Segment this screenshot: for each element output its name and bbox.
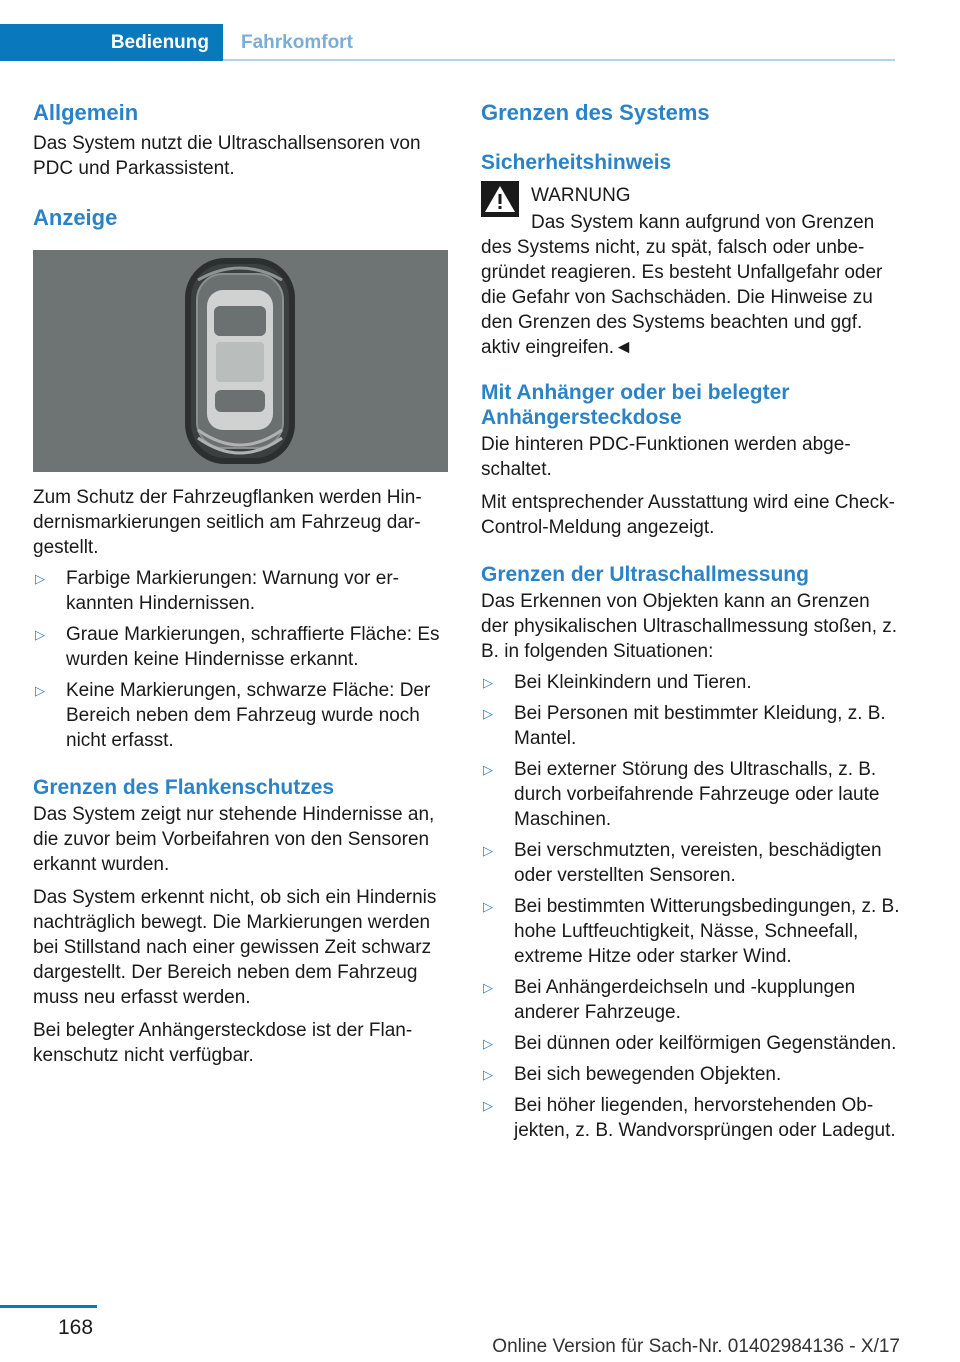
tab-bedienung[interactable]: Bedienung bbox=[0, 24, 223, 61]
ultraschall-p1: Das Erkennen von Objekten kann an Grenzen der physikalischen Ultraschallmessung stoßen, z. B. in folgenden Situationen: bbox=[481, 591, 898, 662]
anzeige-list bbox=[33, 566, 448, 753]
footer-accent-line bbox=[0, 1305, 97, 1308]
ultraschall-heading: Grenzen der Ultraschallmessung bbox=[481, 563, 809, 586]
list-item: ▷ Bei dünnen oder keilförmigen Gegenständen. bbox=[483, 1033, 897, 1054]
flankenschutz-p2: Das System erkennt nicht, ob sich ein Hindernis nachträglich bewegt. Die Markierungen werden bei Stillstand nach einer gewissen Zeit schwarz dargestellt. Der Bereich neben dem Fahrzeug muss neu erfasst werden. bbox=[33, 887, 437, 1008]
list-item: ▷ Farbige Markierungen: Warnung vor erkannten Hindernissen. bbox=[35, 568, 399, 614]
anhaenger-p1: Die hinteren PDC-Funktionen werden abgeschaltet. bbox=[481, 434, 851, 480]
allgemein-text: Das System nutzt die Ultraschallsensoren von PDC und Parkassistent. bbox=[33, 133, 421, 179]
flankenschutz-p1: Das System zeigt nur stehende Hindernisse an, die zuvor beim Vorbeifahren von den Sensoren erkannt wurden. bbox=[33, 804, 435, 875]
warning-text: Das System kann aufgrund von Grenzen des Systems nicht, zu spät, falsch oder unbegründet reagieren. Es besteht Unfallgefahr oder die Gefahr von Sachschäden. Die Hinweise zu den Grenzen des Systems beachten und ggf. aktiv eingreifen.◄ bbox=[481, 212, 883, 358]
list-item: ▷ Bei verschmutzten, vereisten, beschädigten oder verstellten Sensoren. bbox=[483, 840, 882, 886]
bullet-triangle-icon: ▷ bbox=[483, 762, 493, 777]
flankenschutz-p3: Bei belegter Anhängersteckdose ist der Flankenschutz nicht verfügbar. bbox=[33, 1020, 413, 1066]
sicherheitshinweis-heading: Sicherheitshinweis bbox=[481, 151, 672, 174]
list-item: ▷ Keine Markierungen, schwarze Fläche: Der Bereich neben dem Fahrzeug wurde noch nicht erfasst. bbox=[35, 680, 431, 751]
list-item: ▷ Bei Anhängerdeichseln und -kupplungen anderer Fahrzeuge. bbox=[483, 977, 856, 1023]
flankenschutz-heading: Grenzen des Flankenschutzes bbox=[33, 776, 335, 799]
tab-underline bbox=[223, 59, 895, 61]
bullet-triangle-icon: ▷ bbox=[483, 1098, 493, 1113]
warning-block bbox=[481, 183, 901, 360]
tab-fahrkomfort[interactable]: Fahrkomfort bbox=[241, 32, 353, 53]
anhaenger-heading: Mit Anhänger oder bei belegter Anhängersteckdose bbox=[481, 381, 790, 429]
list-item: ▷ Bei Personen mit bestimmter Kleidung, z. B. Mantel. bbox=[483, 703, 886, 749]
bullet-triangle-icon: ▷ bbox=[483, 706, 493, 721]
list-item: ▷ Bei Kleinkindern und Tieren. bbox=[483, 672, 752, 693]
bullet-triangle-icon: ▷ bbox=[35, 683, 45, 698]
anzeige-heading: Anzeige bbox=[33, 205, 118, 230]
page-number: 168 bbox=[58, 1316, 94, 1339]
left-column bbox=[33, 100, 448, 1068]
tab-bar bbox=[0, 24, 895, 61]
parking-display-image bbox=[33, 250, 448, 472]
right-column bbox=[481, 100, 901, 1143]
list-item: ▷ Graue Markierungen, schraffierte Fläche: Es wurden keine Hindernisse erkannt. bbox=[35, 624, 440, 670]
bullet-triangle-icon: ▷ bbox=[483, 843, 493, 858]
anzeige-text: Zum Schutz der Fahrzeugflanken werden Hindernismarkierungen seitlich am Fahrzeug dargestellt. bbox=[33, 487, 422, 558]
list-item: ▷ Bei bestimmten Witterungsbedingungen, z. B. hohe Luftfeuchtigkeit, Nässe, Schneefall, extreme Hitze oder starker Wind. bbox=[483, 896, 900, 967]
list-item: ▷ Bei höher liegenden, hervorstehenden Objekten, z. B. Wandvorsprüngen oder Ladegut. bbox=[483, 1095, 896, 1141]
bullet-triangle-icon: ▷ bbox=[483, 675, 493, 690]
grenzen-system-heading: Grenzen des Systems bbox=[481, 100, 710, 125]
bullet-triangle-icon: ▷ bbox=[483, 1067, 493, 1082]
list-item: ▷ Bei externer Störung des Ultraschalls, z. B. durch vorbeifahrende Fahrzeuge oder laute Maschinen. bbox=[483, 759, 880, 830]
anhaenger-p2: Mit entsprechender Ausstattung wird eine Check-Control-Meldung angezeigt. bbox=[481, 492, 895, 538]
car-overview-illustration bbox=[33, 250, 448, 472]
allgemein-heading: Allgemein bbox=[33, 100, 139, 125]
bullet-triangle-icon: ▷ bbox=[483, 1036, 493, 1051]
online-version-text: Online Version für Sach-Nr. 01402984136 - X/17 bbox=[492, 1336, 900, 1357]
bullet-triangle-icon: ▷ bbox=[483, 899, 493, 914]
warning-label: WARNUNG bbox=[531, 185, 631, 206]
bullet-triangle-icon: ▷ bbox=[35, 571, 45, 586]
bullet-triangle-icon: ▷ bbox=[483, 980, 493, 995]
list-item: ▷ Bei sich bewegenden Objekten. bbox=[483, 1064, 782, 1085]
warning-triangle-icon bbox=[481, 181, 519, 217]
ultraschall-list bbox=[481, 670, 901, 1143]
bullet-triangle-icon: ▷ bbox=[35, 627, 45, 642]
